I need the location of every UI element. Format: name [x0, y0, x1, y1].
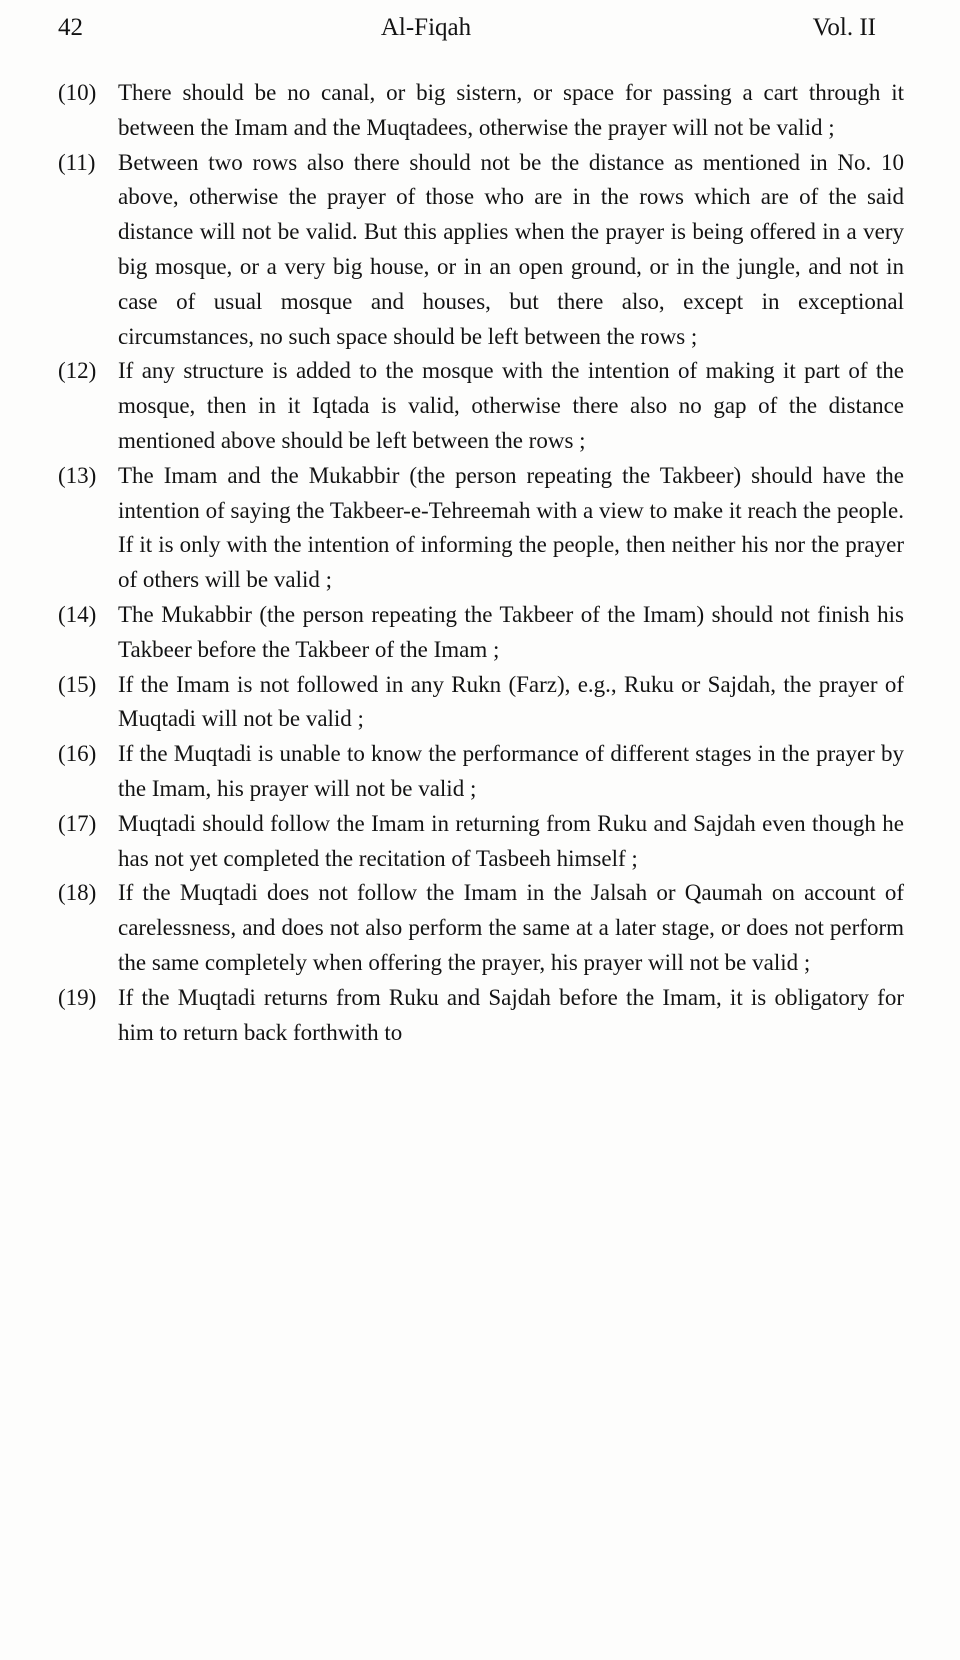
list-item — [58, 459, 904, 598]
item-text: If the Imam is not followed in any Rukn (Farz), e.g., Ruku or Sajdah, the prayer of Muqtadi will not be valid ; — [118, 671, 904, 732]
item-number: (10) — [58, 80, 97, 105]
item-number: (18) — [58, 880, 97, 906]
list-item — [58, 598, 904, 668]
item-number: (17) — [58, 810, 97, 836]
item-text: There should be no canal, or big sistern, or space for passing a cart through it between the Imam and the Muqtadees, otherwise the prayer will not be valid ; — [118, 80, 904, 140]
item-number: (14) — [58, 601, 97, 627]
item-number: (19) — [58, 984, 97, 1010]
page-body — [58, 76, 904, 1050]
item-number: (12) — [58, 358, 97, 384]
list-item — [58, 807, 904, 877]
item-text: If the Muqtadi is unable to know the performance of different stages in the prayer by the Imam, his prayer will not be valid ; — [118, 741, 904, 801]
book-title: Al-Fiqah — [380, 14, 472, 41]
page-number: 42 — [58, 14, 83, 41]
item-text: The Imam and the Mukabbir (the person repeating the Takbeer) should have the intention of saying the Takbeer-e-Tehreemah with a view to make it reach the people. If it is only with the intention of informing the people, then neither his nor the prayer of others will be valid ; — [118, 462, 904, 593]
item-text: Between two rows also there should not be the distance as mentioned in No. 10 above, otherwise the prayer of those who are in the rows which are of the said distance will not be valid. But this applies when the prayer is being offered in a very big mosque, or a very big house, or in an open ground, or in the jungle, and not in case of usual mosque and houses, but there also, except in exceptional circumstances, no such space should be left between the rows ; — [118, 149, 904, 349]
item-text: Muqtadi should follow the Imam in returning from Ruku and Sajdah even though he has not yet completed the recitation of Tasbeeh himself ; — [118, 810, 904, 871]
list-item — [58, 981, 904, 1051]
list-item — [58, 354, 904, 458]
list-item — [58, 76, 904, 146]
item-number: (11) — [58, 149, 96, 175]
item-text: If the Muqtadi returns from Ruku and Sajdah before the Imam, it is obligatory for him to return back forthwith to — [118, 984, 904, 1045]
item-text: The Mukabbir (the person repeating the Takbeer of the Imam) should not finish his Takbeer before the Takbeer of the Imam ; — [118, 601, 904, 662]
item-text: If any structure is added to the mosque with the intention of making it part of the mosque, then in it Iqtada is valid, otherwise there also no gap of the distance mentioned above should be left between the rows ; — [118, 358, 904, 453]
list-item — [58, 737, 904, 807]
item-number: (15) — [58, 671, 97, 697]
item-text: If the Muqtadi does not follow the Imam in the Jalsah or Qaumah on account of carelessness, and does not also perform the same at a later stage, or does not perform the same completely when offering the prayer, his prayer will not be valid ; — [118, 880, 904, 975]
list-item — [58, 668, 904, 738]
page-header — [58, 14, 904, 42]
item-number: (13) — [58, 462, 97, 488]
list-item — [58, 146, 904, 355]
volume-label: Vol. II — [812, 14, 876, 41]
list-item — [58, 876, 904, 980]
item-number: (16) — [58, 741, 97, 767]
